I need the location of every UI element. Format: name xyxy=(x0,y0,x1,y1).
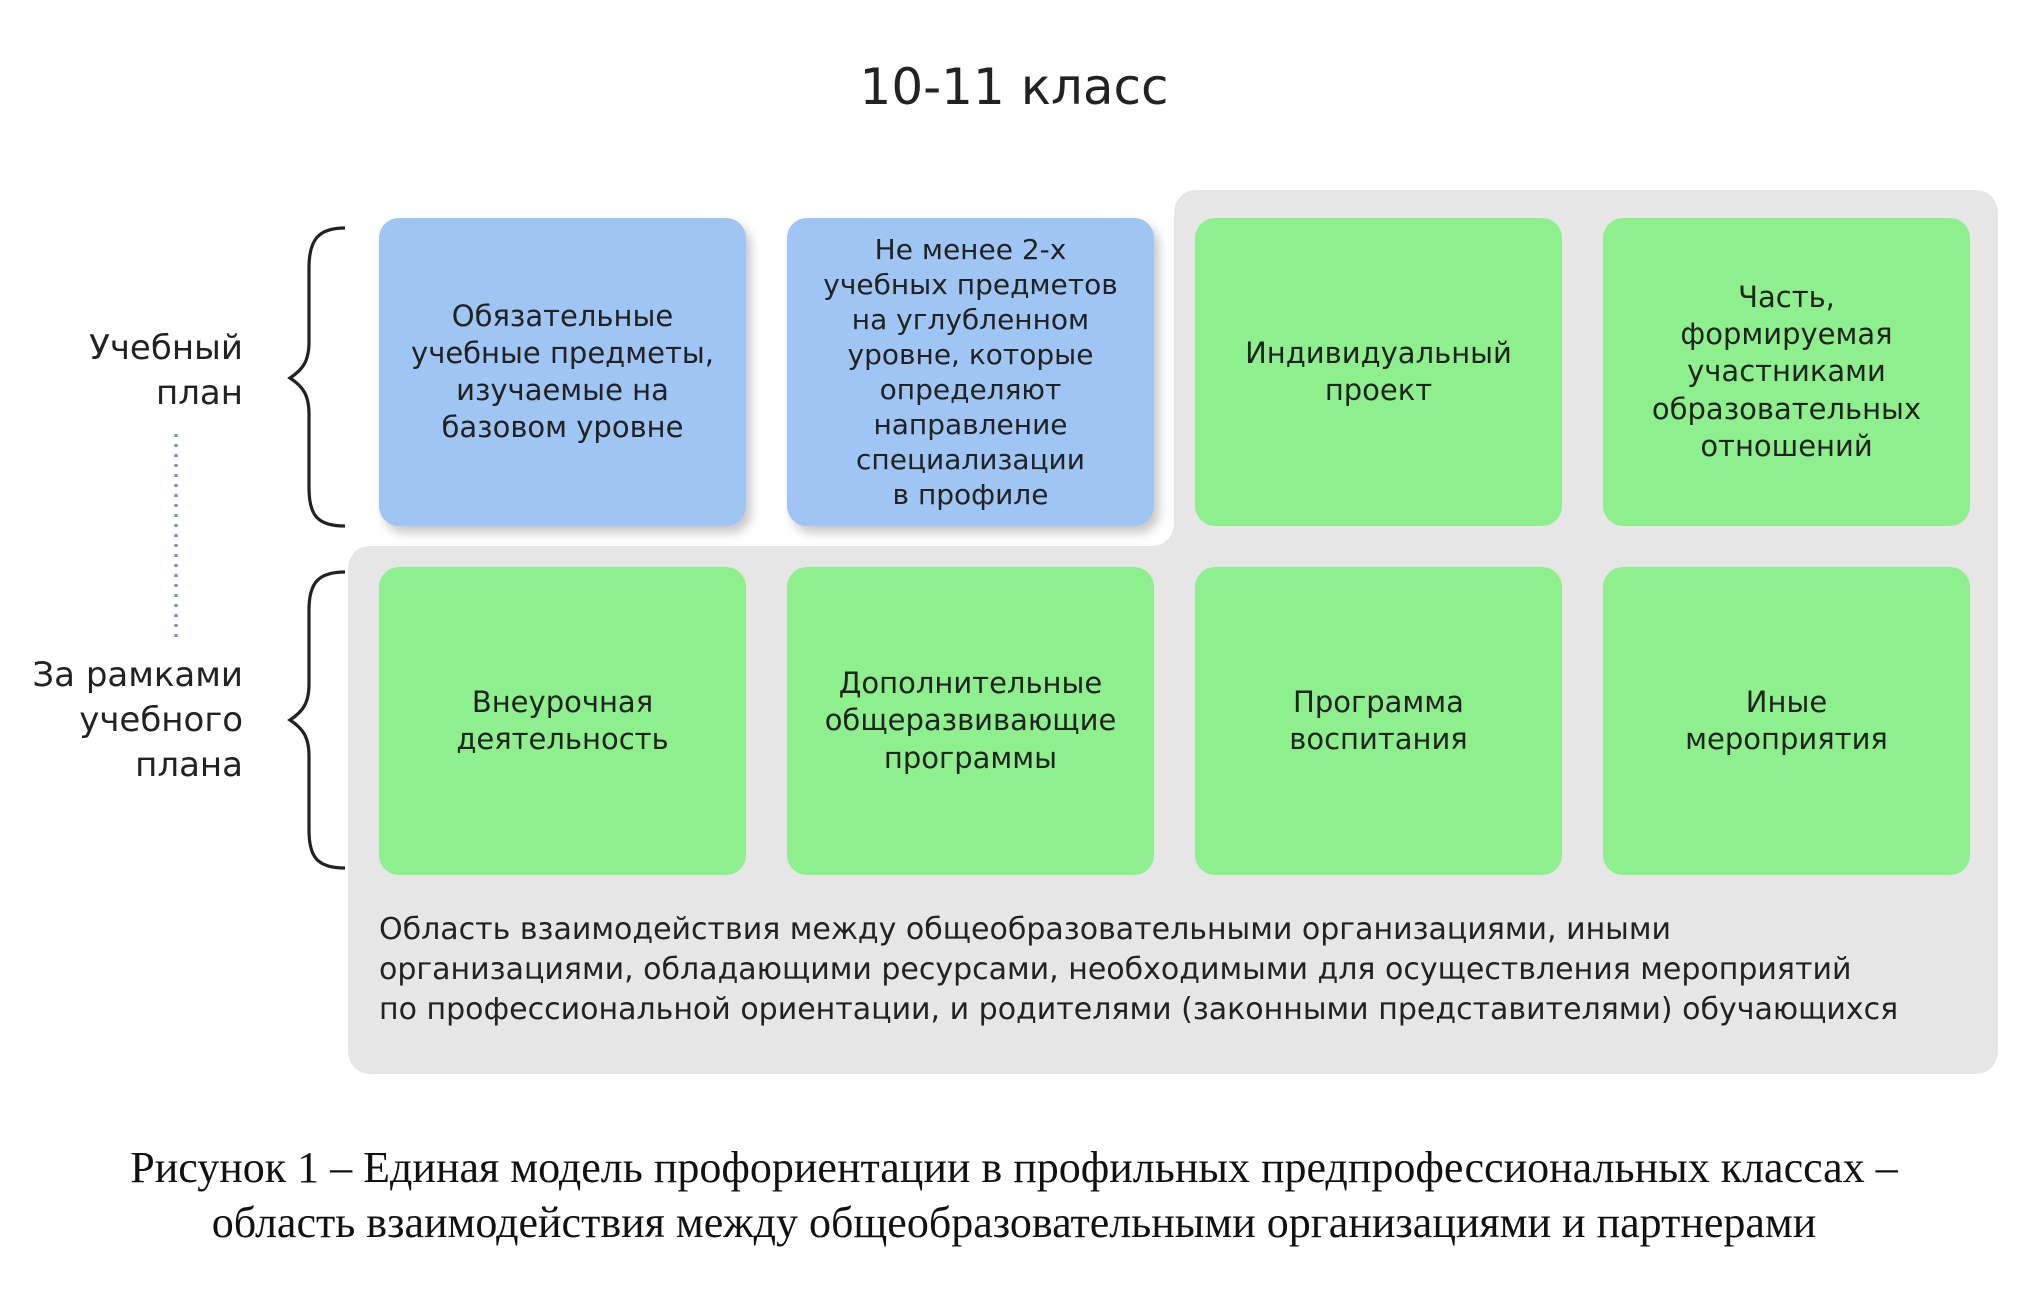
interaction-area-description: Область взаимодействия между общеобразовательными организациями, иными организациями, обладающими ресурсами, необходимыми для осуществления мероприятий по профессиональной ориентации, и родителями (законными представителями) обучающихся xyxy=(379,912,1899,1028)
basic-subjects-box: Обязательные учебные предметы, изучаемые на базовом уровне xyxy=(379,218,746,526)
other-events-box: Иные мероприятия xyxy=(1603,567,1970,875)
upbringing-program-box: Программа воспитания xyxy=(1195,567,1562,875)
curriculum-brace xyxy=(290,228,345,526)
curriculum-row-label: Учебный план xyxy=(89,328,243,413)
beyond-row-label: За рамками учебного плана xyxy=(32,655,243,785)
beyond-brace xyxy=(290,572,345,868)
diagram-title: 10-11 класс xyxy=(859,58,1169,116)
individual-project-box: Индивидуальный проект xyxy=(1195,218,1562,526)
advanced-subjects-box: Не менее 2-х учебных предметов на углубленном уровне, которые определяют направление специализации в профиле xyxy=(787,218,1154,526)
participants-part-box: Часть, формируемая участниками образовательных отношений xyxy=(1603,218,1970,526)
extracurricular-box: Внеурочная деятельность xyxy=(379,567,746,875)
figure-caption: Рисунок 1 – Единая модель профориентации в профильных предпрофессиональных классах – область взаимодействия между общеобразовательными организациями и партнерами xyxy=(130,1143,1898,1247)
additional-programs-box: Дополнительные общеразвивающие программы xyxy=(787,567,1154,875)
